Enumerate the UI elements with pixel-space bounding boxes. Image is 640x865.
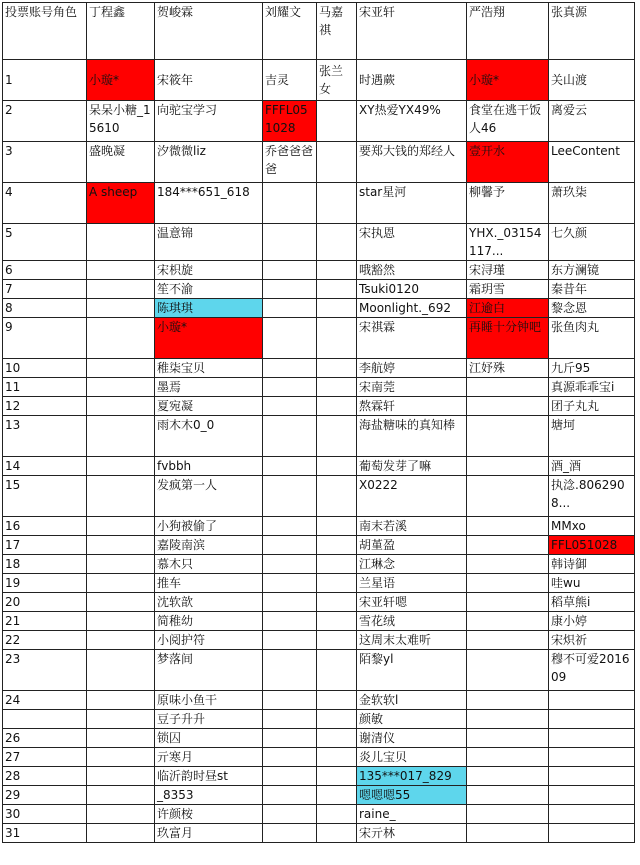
table-cell (317, 183, 357, 224)
table-cell: 宋炽祈 (549, 631, 635, 650)
table-cell (87, 457, 155, 476)
table-cell (263, 805, 317, 824)
table-cell (263, 318, 317, 359)
table-row (3, 60, 635, 101)
table-cell (87, 650, 155, 691)
table-cell (549, 805, 635, 824)
table-row (3, 650, 635, 691)
table-cell (467, 650, 549, 691)
row-number-cell: 24 (3, 691, 87, 710)
table-row (3, 476, 635, 517)
table-cell: A sheep (87, 183, 155, 224)
table-cell (467, 786, 549, 805)
table-row (3, 183, 635, 224)
table-cell (467, 476, 549, 517)
table-cell (87, 593, 155, 612)
table-cell (549, 824, 635, 843)
table-cell: 颜敏 (357, 710, 467, 729)
table-cell (87, 476, 155, 517)
table-cell (467, 710, 549, 729)
table-cell: 江妤殊 (467, 359, 549, 378)
table-cell (317, 555, 357, 574)
table-cell (87, 261, 155, 280)
table-cell (263, 612, 317, 631)
row-number-cell: 30 (3, 805, 87, 824)
table-cell: 陈琪琪 (155, 299, 263, 318)
header-cell: 严浩翔 (467, 3, 549, 60)
table-row (3, 767, 635, 786)
table-cell: 要郑大钱的郑经人 (357, 142, 467, 183)
table-cell: 谢清仪 (357, 729, 467, 748)
table-cell (263, 593, 317, 612)
table-cell (467, 517, 549, 536)
table-cell (263, 280, 317, 299)
table-cell (317, 261, 357, 280)
row-number-cell: 2 (3, 101, 87, 142)
table-cell (263, 416, 317, 457)
table-cell (87, 824, 155, 843)
table-row (3, 612, 635, 631)
table-cell: 锁囚 (155, 729, 263, 748)
table-cell (317, 574, 357, 593)
table-cell (87, 359, 155, 378)
table-cell: 九斤95 (549, 359, 635, 378)
table-cell (549, 786, 635, 805)
table-cell: 东方澜镜 (549, 261, 635, 280)
table-cell (87, 805, 155, 824)
row-number-cell: 10 (3, 359, 87, 378)
row-number-cell: 13 (3, 416, 87, 457)
row-number-cell: 28 (3, 767, 87, 786)
row-number-cell: 9 (3, 318, 87, 359)
table-cell: 嘉陵南滨 (155, 536, 263, 555)
table-row (3, 517, 635, 536)
table-cell: 胡堇盈 (357, 536, 467, 555)
table-row (3, 359, 635, 378)
table-cell (317, 748, 357, 767)
table-cell (263, 378, 317, 397)
table-cell (467, 536, 549, 555)
table-cell: 韩诗御 (549, 555, 635, 574)
table-row (3, 224, 635, 261)
table-cell (317, 650, 357, 691)
table-cell: 小璇* (87, 60, 155, 101)
table-cell: 许颜桉 (155, 805, 263, 824)
table-cell (467, 378, 549, 397)
table-cell (467, 457, 549, 476)
table-cell: 穆不可爱201609 (549, 650, 635, 691)
table-cell (263, 359, 317, 378)
table-cell: 宋枳旋 (155, 261, 263, 280)
table-cell: 葡萄发芽了嘛 (357, 457, 467, 476)
table-row (3, 574, 635, 593)
table-cell: 小璇* (155, 318, 263, 359)
table-row (3, 631, 635, 650)
row-number-cell: 29 (3, 786, 87, 805)
table-cell: 壹开水 (467, 142, 549, 183)
table-cell: 陌黎yl (357, 650, 467, 691)
table-row (3, 710, 635, 729)
table-cell: 南末若溪 (357, 517, 467, 536)
table-row (3, 786, 635, 805)
table-row (3, 457, 635, 476)
table-cell (467, 729, 549, 748)
table-cell: 海盐糖味的真知棒 (357, 416, 467, 457)
row-number-cell: 22 (3, 631, 87, 650)
table-cell: 萧玖柒 (549, 183, 635, 224)
table-cell (317, 224, 357, 261)
table-cell: 炎儿宝贝 (357, 748, 467, 767)
header-cell: 张真源 (549, 3, 635, 60)
header-row (3, 3, 635, 60)
table-cell (467, 631, 549, 650)
table-cell (317, 593, 357, 612)
table-cell (317, 299, 357, 318)
table-cell: 135***017_829 (357, 767, 467, 786)
table-cell: 慕木只 (155, 555, 263, 574)
table-cell (263, 517, 317, 536)
header-cell: 马嘉祺 (317, 3, 357, 60)
table-cell: LeeContent (549, 142, 635, 183)
table-cell (87, 748, 155, 767)
table-cell: 塘坷 (549, 416, 635, 457)
table-row (3, 280, 635, 299)
table-cell: 吉灵 (263, 60, 317, 101)
table-cell (549, 729, 635, 748)
table-cell (317, 631, 357, 650)
table-cell: 霜玥雪 (467, 280, 549, 299)
table-cell: 金软软l (357, 691, 467, 710)
table-cell: 沈软歆 (155, 593, 263, 612)
table-cell: star星河 (357, 183, 467, 224)
table-cell: 原味小鱼干 (155, 691, 263, 710)
table-cell (87, 397, 155, 416)
table-cell (317, 729, 357, 748)
table-cell (317, 142, 357, 183)
table-cell: 184***651_618 (155, 183, 263, 224)
row-number-cell: 18 (3, 555, 87, 574)
table-cell (263, 631, 317, 650)
table-cell (87, 767, 155, 786)
table-cell: 稻草熊i (549, 593, 635, 612)
table-cell (317, 318, 357, 359)
table-row (3, 555, 635, 574)
table-cell: FFFL051028 (263, 101, 317, 142)
table-cell: 哇wu (549, 574, 635, 593)
table-cell: fvbbh (155, 457, 263, 476)
table-cell (87, 631, 155, 650)
table-cell (263, 183, 317, 224)
row-number-cell: 31 (3, 824, 87, 843)
header-cell: 丁程鑫 (87, 3, 155, 60)
table-cell: 临沂韵时昼st (155, 767, 263, 786)
table-cell: 关山渡 (549, 60, 635, 101)
row-number-cell: 8 (3, 299, 87, 318)
table-cell (87, 786, 155, 805)
table-cell: 宋亓林 (357, 824, 467, 843)
table-cell (317, 786, 357, 805)
table-row (3, 318, 635, 359)
table-cell: Moonlight._692 (357, 299, 467, 318)
table-cell (317, 397, 357, 416)
table-cell (263, 397, 317, 416)
table-cell: 梦落间 (155, 650, 263, 691)
table-cell: 小阅护符 (155, 631, 263, 650)
table-cell: 雨木木0_0 (155, 416, 263, 457)
table-cell: 张兰女 (317, 60, 357, 101)
table-cell (317, 517, 357, 536)
table-cell: 雪花绒 (357, 612, 467, 631)
table-cell: 玖富月 (155, 824, 263, 843)
table-cell: MMxo (549, 517, 635, 536)
table-cell (317, 767, 357, 786)
table-cell (467, 767, 549, 786)
table-cell: 再睡十分钟吧 (467, 318, 549, 359)
table-cell (87, 691, 155, 710)
table-cell (317, 359, 357, 378)
table-cell (467, 574, 549, 593)
table-cell (263, 786, 317, 805)
table-cell (263, 536, 317, 555)
table-cell (263, 824, 317, 843)
table-cell: 七久颜 (549, 224, 635, 261)
row-number-cell: 17 (3, 536, 87, 555)
table-row (3, 824, 635, 843)
table-cell: 宋南莞 (357, 378, 467, 397)
table-cell: 柳馨予 (467, 183, 549, 224)
table-cell (467, 748, 549, 767)
table-cell (87, 612, 155, 631)
table-cell (467, 824, 549, 843)
table-cell (87, 224, 155, 261)
table-cell (87, 318, 155, 359)
table-row (3, 378, 635, 397)
table-cell (467, 555, 549, 574)
row-number-cell: 23 (3, 650, 87, 691)
table-cell: 汐微微liz (155, 142, 263, 183)
table-cell (467, 691, 549, 710)
table-cell: XY热爱YX49% (357, 101, 467, 142)
table-cell (467, 416, 549, 457)
table-cell (87, 710, 155, 729)
table-cell (317, 805, 357, 824)
table-cell: 黎念恩 (549, 299, 635, 318)
table-cell (549, 767, 635, 786)
table-cell (263, 261, 317, 280)
table-cell (317, 824, 357, 843)
table-cell (87, 729, 155, 748)
table-cell: 盛晚凝 (87, 142, 155, 183)
table-cell: X0222 (357, 476, 467, 517)
table-row (3, 261, 635, 280)
table-cell (263, 748, 317, 767)
table-cell: 秦昔年 (549, 280, 635, 299)
table-cell: _8353 (155, 786, 263, 805)
row-number-cell: 1 (3, 60, 87, 101)
table-cell: 墨焉 (155, 378, 263, 397)
table-cell (317, 416, 357, 457)
table-cell: 李航婷 (357, 359, 467, 378)
table-row (3, 536, 635, 555)
table-cell: 宋筱年 (155, 60, 263, 101)
table-cell: 夏宛凝 (155, 397, 263, 416)
vote-table (2, 2, 635, 843)
table-cell (87, 574, 155, 593)
table-cell (467, 593, 549, 612)
table-cell (87, 536, 155, 555)
table-row (3, 101, 635, 142)
table-cell: raine_ (357, 805, 467, 824)
table-cell: 真源乖乖宝i (549, 378, 635, 397)
table-cell (263, 555, 317, 574)
table-cell: 温意锦 (155, 224, 263, 261)
row-number-cell: 14 (3, 457, 87, 476)
table-cell: 酒_酒 (549, 457, 635, 476)
table-cell (263, 574, 317, 593)
table-cell: Tsuki0120 (357, 280, 467, 299)
table-cell: 团子丸丸 (549, 397, 635, 416)
table-cell: 哦豁然 (357, 261, 467, 280)
table-cell (317, 457, 357, 476)
table-cell (263, 729, 317, 748)
table-cell (317, 691, 357, 710)
table-cell: 向驼宝学习 (155, 101, 263, 142)
table-cell (549, 691, 635, 710)
table-cell: 乔爸爸爸爸 (263, 142, 317, 183)
table-cell: 宋祺霖 (357, 318, 467, 359)
table-cell (549, 748, 635, 767)
table-cell (467, 397, 549, 416)
table-cell: 呆呆小糖_15610 (87, 101, 155, 142)
table-row (3, 397, 635, 416)
table-cell: 笙不渝 (155, 280, 263, 299)
table-cell: 康小婷 (549, 612, 635, 631)
table-body (3, 60, 635, 843)
table-cell: 离爱云 (549, 101, 635, 142)
table-cell (317, 101, 357, 142)
table-cell: 发疯第一人 (155, 476, 263, 517)
row-number-cell: 27 (3, 748, 87, 767)
table-cell: 嗯嗯嗯55 (357, 786, 467, 805)
table-cell: 兰星语 (357, 574, 467, 593)
table-row (3, 691, 635, 710)
table-cell (263, 476, 317, 517)
table-cell: 小狗被偷了 (155, 517, 263, 536)
row-number-cell: 15 (3, 476, 87, 517)
table-row (3, 299, 635, 318)
row-number-cell: 11 (3, 378, 87, 397)
table-cell (87, 517, 155, 536)
table-cell (317, 710, 357, 729)
row-number-cell: 3 (3, 142, 87, 183)
header-cell: 宋亚轩 (357, 3, 467, 60)
table-cell (317, 536, 357, 555)
table-cell: 江琳念 (357, 555, 467, 574)
table-cell (549, 710, 635, 729)
header-cell: 刘耀文 (263, 3, 317, 60)
header-cell: 贺峻霖 (155, 3, 263, 60)
table-cell (317, 612, 357, 631)
row-number-cell: 16 (3, 517, 87, 536)
table-cell: 宋执恩 (357, 224, 467, 261)
table-cell: 这周末太难听 (357, 631, 467, 650)
table-cell: 时遇蕨 (357, 60, 467, 101)
table-cell: YHX._03154117... (467, 224, 549, 261)
row-number-cell: 19 (3, 574, 87, 593)
row-number-cell: 26 (3, 729, 87, 748)
table-cell (467, 612, 549, 631)
table-cell: 食堂在逃干饭人46 (467, 101, 549, 142)
row-number-cell: 7 (3, 280, 87, 299)
table-cell: 推车 (155, 574, 263, 593)
row-number-cell: 20 (3, 593, 87, 612)
table-row (3, 748, 635, 767)
table-cell (263, 457, 317, 476)
table-cell (263, 691, 317, 710)
table-cell: 宋亚轩嗯 (357, 593, 467, 612)
table-cell (263, 710, 317, 729)
table-row (3, 805, 635, 824)
row-number-cell: 21 (3, 612, 87, 631)
table-cell: 豆子升升 (155, 710, 263, 729)
table-cell: 亓寒月 (155, 748, 263, 767)
table-cell: 江逾白 (467, 299, 549, 318)
table-cell (317, 378, 357, 397)
row-number-cell (3, 710, 87, 729)
table-row (3, 416, 635, 457)
row-number-cell: 12 (3, 397, 87, 416)
table-cell (317, 476, 357, 517)
table-cell: 小璇* (467, 60, 549, 101)
row-number-cell: 6 (3, 261, 87, 280)
table-cell: 熬霖轩 (357, 397, 467, 416)
table-cell (263, 650, 317, 691)
row-number-cell: 4 (3, 183, 87, 224)
header-cell: 投票账号角色 (3, 3, 87, 60)
table-cell: FFL051028 (549, 536, 635, 555)
table-cell: 稚柒宝贝 (155, 359, 263, 378)
table-cell (263, 767, 317, 786)
table-cell (263, 224, 317, 261)
table-cell (87, 416, 155, 457)
table-cell (467, 805, 549, 824)
table-cell (87, 299, 155, 318)
table-cell: 简稚幼 (155, 612, 263, 631)
table-row (3, 142, 635, 183)
table-cell: 宋浔瑾 (467, 261, 549, 280)
table-cell (87, 555, 155, 574)
table-row (3, 593, 635, 612)
table-cell (263, 299, 317, 318)
table-cell (87, 280, 155, 299)
row-number-cell: 5 (3, 224, 87, 261)
table-cell: 张鱼肉丸 (549, 318, 635, 359)
table-cell (317, 280, 357, 299)
table-cell (87, 378, 155, 397)
table-cell: 执淰.8062908... (549, 476, 635, 517)
table-row (3, 729, 635, 748)
